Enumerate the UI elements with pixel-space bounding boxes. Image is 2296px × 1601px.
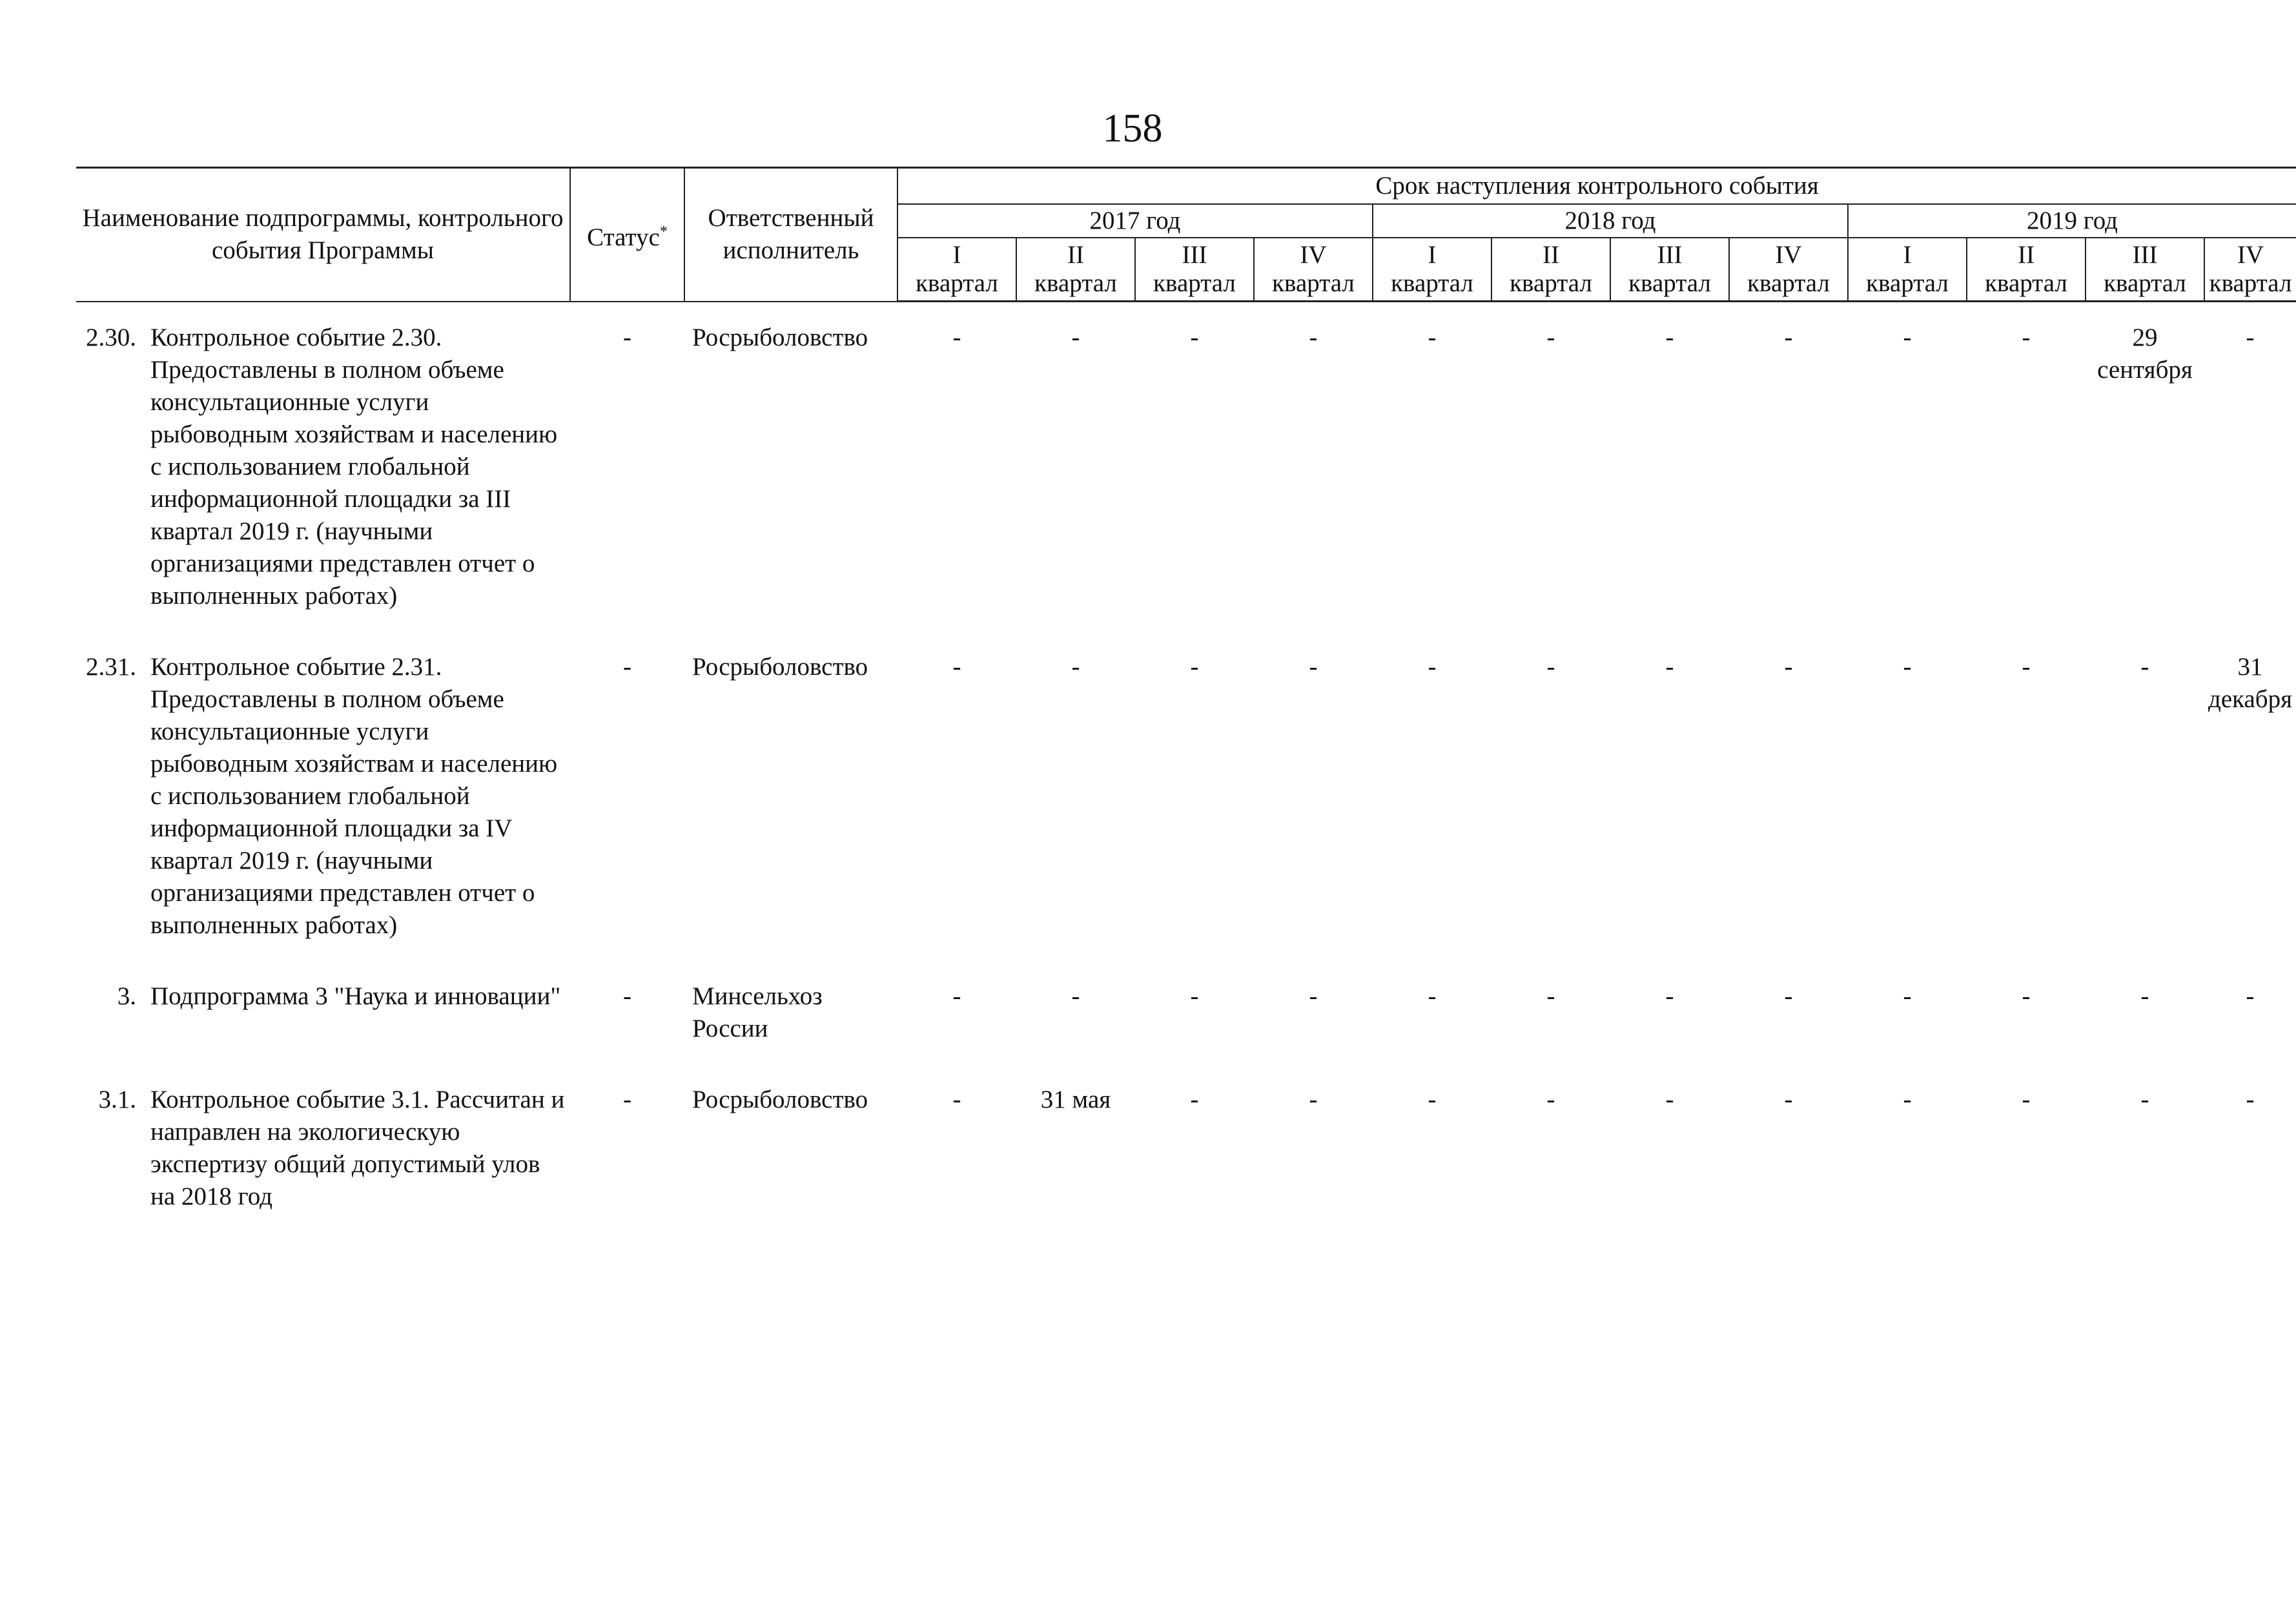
header-quarter-word: квартал: [1272, 269, 1355, 297]
header-quarter-word: квартал: [2209, 269, 2292, 297]
header-quarter-numeral: III: [2132, 241, 2158, 269]
row-status: -: [623, 1086, 631, 1113]
row-number: 2.31.: [86, 653, 136, 681]
row-number: 2.30.: [86, 324, 136, 351]
row-number: 3.1.: [98, 1086, 136, 1113]
row-quarter-value: -: [1546, 982, 1555, 1010]
row-event-name: Подпрограмма 3 "Наука и инновации": [150, 982, 561, 1010]
header-quarter-numeral: II: [1067, 241, 1084, 269]
header-quarter-word: квартал: [916, 269, 998, 297]
row-executor: Минсельхоз России: [692, 982, 823, 1042]
row-quarter-value: -: [1309, 324, 1318, 351]
header-quarter-word: квартал: [1985, 269, 2067, 297]
row-status: -: [623, 653, 631, 681]
row-quarter-value: -: [952, 324, 961, 351]
row-quarter-value: -: [2246, 324, 2255, 351]
header-quarter-numeral: II: [1543, 241, 1559, 269]
header-quarter-cell: [897, 238, 1016, 302]
header-quarter-numeral: III: [1182, 241, 1207, 269]
header-quarter-cell: [2204, 238, 2296, 302]
row-quarter-value: -: [1903, 1086, 1912, 1113]
header-quarter-numeral: IV: [1300, 241, 1327, 269]
row-quarter-value: -: [952, 1086, 961, 1113]
table-row: [76, 1084, 2296, 1213]
row-quarter-value: -: [1428, 324, 1437, 351]
row-event-name: Контрольное событие 3.1. Рассчитан и направлен на экологическую экспертизу общий допустимый улов на 2018 год: [150, 1086, 565, 1210]
row-quarter-value: -: [1309, 982, 1318, 1010]
row-quarter-value: -: [2022, 982, 2031, 1010]
row-quarter-value: 29 сентября: [2097, 324, 2193, 384]
control-events-table: [76, 167, 2296, 1213]
row-quarter-value: -: [1665, 982, 1674, 1010]
header-quarter-numeral: I: [952, 241, 961, 269]
row-quarter-value: -: [2246, 982, 2255, 1010]
header-quarter-word: квартал: [1628, 269, 1711, 297]
row-number: 3.: [117, 982, 136, 1010]
header-quarter-numeral: IV: [2237, 241, 2264, 269]
row-quarter-value: -: [1665, 653, 1674, 681]
table-row: [76, 322, 2296, 612]
row-status: -: [623, 982, 631, 1010]
header-quarter-cell: [1254, 238, 1373, 302]
header-quarter-cell: [1967, 238, 2086, 302]
row-quarter-value: -: [1546, 653, 1555, 681]
row-quarter-value: -: [2140, 982, 2149, 1010]
row-quarter-value: -: [1784, 1086, 1793, 1113]
row-quarter-value: -: [1071, 982, 1080, 1010]
header-status-column: [570, 168, 684, 302]
header-year-2019: 2019 год: [1848, 204, 2296, 238]
row-quarter-value: -: [2022, 324, 2031, 351]
row-quarter-value: -: [1546, 1086, 1555, 1113]
header-quarter-numeral: III: [1657, 241, 1683, 269]
row-quarter-value: -: [1665, 324, 1674, 351]
row-executor: Росрыболовство: [692, 1086, 868, 1113]
row-executor: Росрыболовство: [692, 324, 868, 351]
header-deadline-group: Срок наступления контрольного события: [897, 168, 2296, 205]
header-quarter-cell: [2086, 238, 2204, 302]
header-quarter-word: квартал: [1747, 269, 1830, 297]
row-quarter-value: -: [1071, 653, 1080, 681]
row-quarter-value: -: [1428, 1086, 1437, 1113]
header-quarter-cell: [1729, 238, 1848, 302]
header-quarter-cell: [1135, 238, 1254, 302]
row-quarter-value: -: [1309, 1086, 1318, 1113]
header-quarter-word: квартал: [1034, 269, 1117, 297]
row-quarter-value: -: [1784, 653, 1793, 681]
row-quarter-value: -: [1784, 982, 1793, 1010]
header-quarter-cell: [1610, 238, 1729, 302]
header-quarter-word: квартал: [2104, 269, 2186, 297]
header-quarter-cell: [1373, 238, 1491, 302]
header-quarter-numeral: I: [1903, 241, 1912, 269]
row-quarter-value: -: [1428, 653, 1437, 681]
row-quarter-value: -: [952, 653, 961, 681]
row-quarter-value: -: [2246, 1086, 2255, 1113]
header-quarter-cell: [1016, 238, 1135, 302]
header-quarter-word: квартал: [1510, 269, 1592, 297]
row-quarter-value: -: [1190, 653, 1199, 681]
header-quarter-cell: [1491, 238, 1610, 302]
table-row: [76, 651, 2296, 942]
header-year-2017: 2017 год: [897, 204, 1373, 238]
row-quarter-value: 31 мая: [1040, 1086, 1111, 1113]
header-quarter-numeral: II: [2018, 241, 2035, 269]
row-quarter-value: -: [1190, 982, 1199, 1010]
row-quarter-value: -: [1903, 982, 1912, 1010]
row-executor: Росрыболовство: [692, 653, 868, 681]
header-quarter-word: квартал: [1866, 269, 1949, 297]
header-executor-column: Ответственный исполнитель: [684, 168, 897, 302]
header-quarter-word: квартал: [1391, 269, 1473, 297]
header-status-footnote-mark: *: [659, 223, 668, 240]
row-quarter-value: -: [1546, 324, 1555, 351]
page-number: 158: [1102, 107, 1163, 150]
row-event-name: Контрольное событие 2.30. Предоставлены в полном объеме консультационные услуги рыбоводным хозяйствам и населению с использованием глобальной информационной площадки за III квартал 2019 г. (научными организациями представлен отчет о выполненных работах): [150, 324, 558, 610]
table-row: [76, 980, 2296, 1045]
table-body: [76, 302, 2296, 1214]
row-quarter-value: -: [1903, 653, 1912, 681]
row-quarter-value: -: [2022, 1086, 2031, 1113]
row-quarter-value: -: [1784, 324, 1793, 351]
header-quarter-word: квартал: [1153, 269, 1236, 297]
row-quarter-value: -: [1428, 982, 1437, 1010]
header-name-column: Наименование подпрограммы, контрольного события Программы: [76, 168, 570, 302]
row-event-name: Контрольное событие 2.31. Предоставлены в полном объеме консультационные услуги рыбоводным хозяйствам и населению с использованием глобальной информационной площадки за IV квартал 2019 г. (научными организациями представлен отчет о выполненных работах): [150, 653, 558, 939]
row-quarter-value: 31 декабря: [2208, 653, 2293, 713]
row-status: -: [623, 324, 631, 351]
table-header: [76, 168, 2296, 302]
row-quarter-value: -: [1190, 324, 1199, 351]
header-status-label: Статус: [587, 223, 660, 251]
row-quarter-value: -: [1903, 324, 1912, 351]
row-quarter-value: -: [1665, 1086, 1674, 1113]
row-quarter-value: -: [1309, 653, 1318, 681]
row-quarter-value: -: [1071, 324, 1080, 351]
row-quarter-value: -: [2022, 653, 2031, 681]
header-year-2018: 2018 год: [1373, 204, 1848, 238]
header-quarter-cell: [1848, 238, 1967, 302]
row-quarter-value: -: [2140, 653, 2149, 681]
header-quarter-numeral: I: [1428, 241, 1437, 269]
row-quarter-value: -: [2140, 1086, 2149, 1113]
row-quarter-value: -: [952, 982, 961, 1010]
row-quarter-value: -: [1190, 1086, 1199, 1113]
header-quarter-numeral: IV: [1775, 241, 1802, 269]
